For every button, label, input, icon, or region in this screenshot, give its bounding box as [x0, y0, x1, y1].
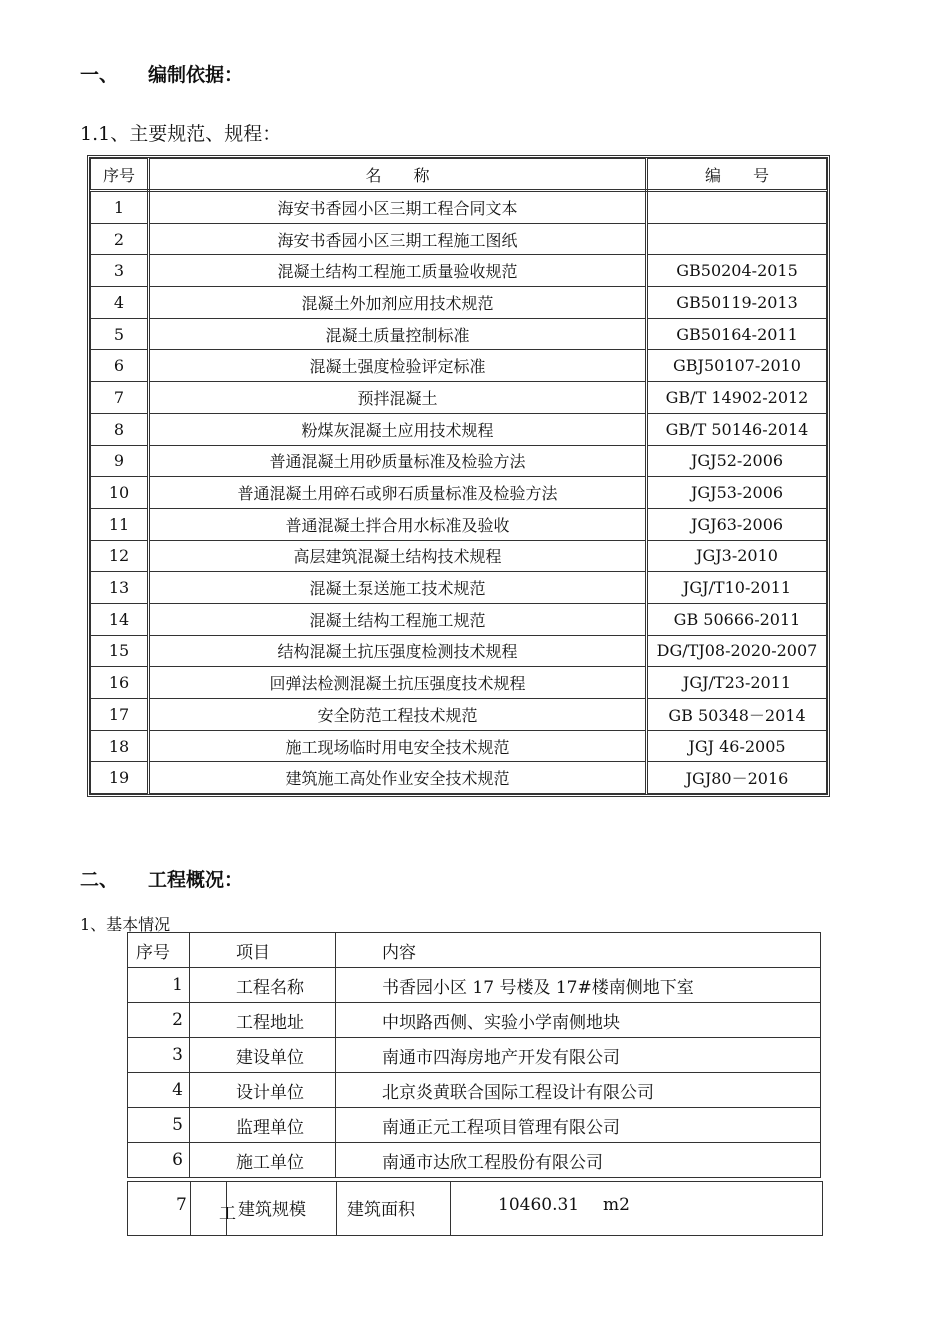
- standard-code: JGJ52-2006: [647, 445, 827, 477]
- table-row: [91, 191, 827, 224]
- table-row: [91, 382, 827, 414]
- basic-content: 中坝路西侧、实验小学南侧地块: [336, 1003, 821, 1038]
- header-name: 名 称: [149, 159, 647, 191]
- basic-item: 监理单位: [190, 1108, 336, 1143]
- section-1-title: 编制依据：: [148, 64, 244, 86]
- table-row: [91, 318, 827, 350]
- standard-name: 混凝土结构工程施工规范: [149, 603, 647, 635]
- scale-divider: [190, 1182, 191, 1235]
- basic-info-table: [127, 932, 821, 1178]
- basic-seq: 5: [128, 1108, 190, 1143]
- basic-header-row: [128, 933, 821, 968]
- header-code: 编 号: [647, 159, 827, 191]
- section-2-heading: [80, 865, 243, 892]
- subsection-basic-heading: 1、基本情况: [80, 915, 171, 934]
- standard-code: GB/T 50146-2014: [647, 413, 827, 445]
- basic-content: 南通市达欣工程股份有限公司: [336, 1143, 821, 1178]
- standard-code: GB 50666-2011: [647, 603, 827, 635]
- basic-seq: 2: [128, 1003, 190, 1038]
- scale-seq: 7: [176, 1195, 187, 1215]
- standard-name: 混凝土强度检验评定标准: [149, 350, 647, 382]
- subsection-1-1-heading: 1.1、主要规范、规程：: [80, 123, 282, 145]
- standards-table-frame: [87, 155, 830, 797]
- basic-content: 书香园小区 17 号楼及 17#楼南侧地下室: [336, 968, 821, 1003]
- basic-header-content: 内容: [336, 933, 821, 968]
- standard-name: 海安书香园小区三期工程施工图纸: [149, 223, 647, 255]
- table-row: [128, 1143, 821, 1178]
- standard-seq: 8: [91, 413, 149, 445]
- standard-name: 建筑施工高处作业安全技术规范: [149, 762, 647, 794]
- scale-item: 建筑规模: [238, 1200, 306, 1220]
- standard-name: 混凝土外加剂应用技术规范: [149, 287, 647, 319]
- standard-code: JGJ3-2010: [647, 540, 827, 572]
- scale-divider: [450, 1182, 451, 1235]
- basic-item: 设计单位: [190, 1073, 336, 1108]
- standard-name: 安全防范工程技术规范: [149, 699, 647, 731]
- table-row: [128, 1073, 821, 1108]
- standard-seq: 13: [91, 572, 149, 604]
- basic-item: 施工单位: [190, 1143, 336, 1178]
- scale-divider: [336, 1182, 337, 1235]
- standard-code: GBJ50107-2010: [647, 350, 827, 382]
- standard-name: 粉煤灰混凝土应用技术规程: [149, 413, 647, 445]
- standard-name: 预拌混凝土: [149, 382, 647, 414]
- standard-name: 结构混凝土抗压强度检测技术规程: [149, 635, 647, 667]
- basic-content: 南通市四海房地产开发有限公司: [336, 1038, 821, 1073]
- table-row: [91, 572, 827, 604]
- standard-seq: 12: [91, 540, 149, 572]
- standard-code: GB/T 14902-2012: [647, 382, 827, 414]
- standard-seq: 7: [91, 382, 149, 414]
- scale-prefix: 工: [219, 1204, 236, 1224]
- standard-name: 混凝土质量控制标准: [149, 318, 647, 350]
- standard-name: 混凝土结构工程施工质量验收规范: [149, 255, 647, 287]
- standard-code: JGJ80－2016: [647, 762, 827, 794]
- section-2-title: 工程概况：: [148, 869, 244, 891]
- table-row: [91, 667, 827, 699]
- basic-content: 北京炎黄联合国际工程设计有限公司: [336, 1073, 821, 1108]
- standard-seq: 18: [91, 730, 149, 762]
- standard-seq: 17: [91, 699, 149, 731]
- standard-code: JGJ/T10-2011: [647, 572, 827, 604]
- standard-seq: 10: [91, 477, 149, 509]
- standard-seq: 4: [91, 287, 149, 319]
- basic-item: 工程地址: [190, 1003, 336, 1038]
- standard-name: 高层建筑混凝土结构技术规程: [149, 540, 647, 572]
- building-scale-row: [127, 1181, 823, 1236]
- standard-code: JGJ/T23-2011: [647, 667, 827, 699]
- table-row: [91, 350, 827, 382]
- table-row: [128, 1108, 821, 1143]
- basic-item: 工程名称: [190, 968, 336, 1003]
- standard-seq: 3: [91, 255, 149, 287]
- table-row: [91, 730, 827, 762]
- table-row: [128, 1038, 821, 1073]
- section-2-number: 二、: [80, 869, 119, 891]
- table-row: [91, 477, 827, 509]
- standard-code: GB50164-2011: [647, 318, 827, 350]
- standard-code: GB50204-2015: [647, 255, 827, 287]
- table-row: [91, 445, 827, 477]
- table-row: [91, 255, 827, 287]
- standard-name: 回弹法检测混凝土抗压强度技术规程: [149, 667, 647, 699]
- table-row: [91, 413, 827, 445]
- standard-name: 海安书香园小区三期工程合同文本: [149, 191, 647, 224]
- section-1-number: 一、: [80, 64, 119, 86]
- standard-seq: 2: [91, 223, 149, 255]
- table-row: [91, 540, 827, 572]
- standard-name: 普通混凝土用碎石或卵石质量标准及检验方法: [149, 477, 647, 509]
- standard-code: GB 50348－2014: [647, 699, 827, 731]
- basic-seq: 3: [128, 1038, 190, 1073]
- standard-code: DG/TJ08-2020-2007: [647, 635, 827, 667]
- standard-code: JGJ 46-2005: [647, 730, 827, 762]
- standard-seq: 11: [91, 508, 149, 540]
- standard-seq: 1: [91, 191, 149, 224]
- basic-header-item: 项目: [190, 933, 336, 968]
- standard-seq: 15: [91, 635, 149, 667]
- basic-header-seq: 序号: [128, 933, 190, 968]
- standard-code: [647, 191, 827, 224]
- scale-unit: m2: [603, 1195, 630, 1215]
- standard-code: JGJ63-2006: [647, 508, 827, 540]
- standard-seq: 9: [91, 445, 149, 477]
- table-row: [91, 508, 827, 540]
- table-row: [91, 603, 827, 635]
- standard-code: JGJ53-2006: [647, 477, 827, 509]
- table-row: [128, 1003, 821, 1038]
- standard-seq: 5: [91, 318, 149, 350]
- table-row: [91, 762, 827, 794]
- table-row: [91, 699, 827, 731]
- scale-sub-item: 建筑面积: [347, 1200, 415, 1220]
- standards-table: [90, 158, 827, 794]
- basic-seq: 4: [128, 1073, 190, 1108]
- basic-seq: 6: [128, 1143, 190, 1178]
- standard-seq: 16: [91, 667, 149, 699]
- standard-seq: 14: [91, 603, 149, 635]
- basic-item: 建设单位: [190, 1038, 336, 1073]
- standard-name: 普通混凝土用砂质量标准及检验方法: [149, 445, 647, 477]
- standards-header-row: [91, 159, 827, 191]
- table-row: [128, 968, 821, 1003]
- basic-content: 南通正元工程项目管理有限公司: [336, 1108, 821, 1143]
- section-1-heading: [80, 60, 243, 87]
- standard-seq: 19: [91, 762, 149, 794]
- header-seq: 序号: [91, 159, 149, 191]
- standard-code: GB50119-2013: [647, 287, 827, 319]
- standard-name: 施工现场临时用电安全技术规范: [149, 730, 647, 762]
- standard-name: 混凝土泵送施工技术规范: [149, 572, 647, 604]
- table-row: [91, 635, 827, 667]
- standard-name: 普通混凝土拌合用水标准及验收: [149, 508, 647, 540]
- basic-seq: 1: [128, 968, 190, 1003]
- standard-seq: 6: [91, 350, 149, 382]
- table-row: [91, 223, 827, 255]
- standard-code: [647, 223, 827, 255]
- scale-value: 10460.31: [498, 1195, 580, 1215]
- table-row: [91, 287, 827, 319]
